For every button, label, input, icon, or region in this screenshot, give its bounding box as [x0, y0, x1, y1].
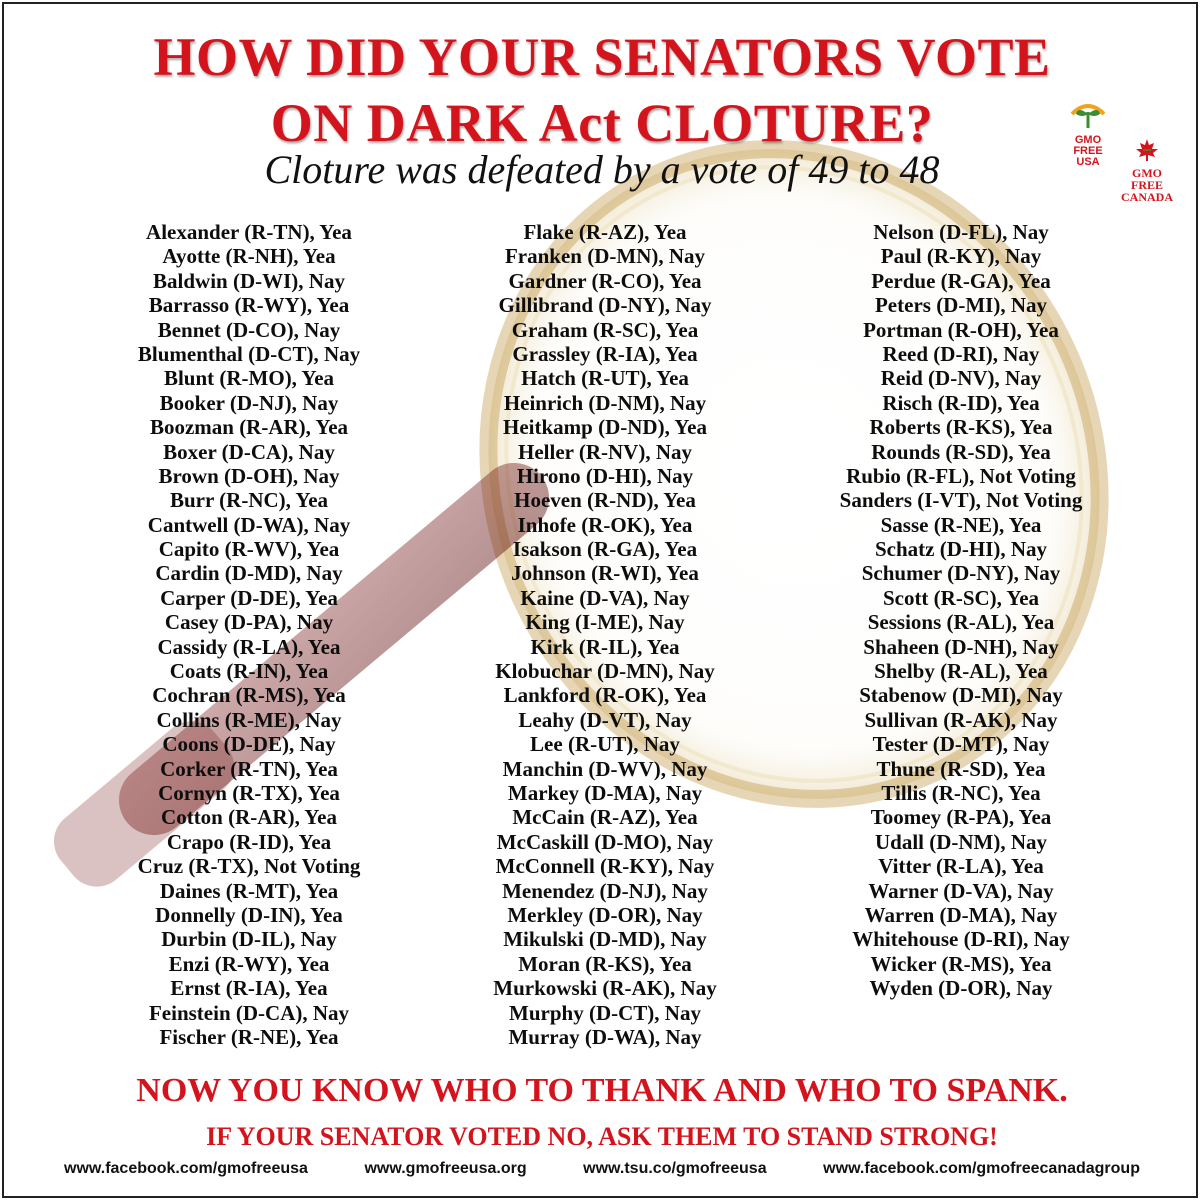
logo-usa-text-2: FREE	[1073, 145, 1103, 157]
senator-vote-entry: Inhofe (R-OK), Yea	[517, 512, 693, 537]
senator-vote-entry: Baldwin (D-WI), Nay	[153, 268, 345, 293]
footer-links	[64, 1160, 1140, 1178]
senator-vote-entry: Murphy (D-CT), Nay	[509, 1000, 701, 1025]
gmo-free-canada-logo	[1108, 138, 1186, 203]
page-title-line-2: ON DARK Act CLOTURE?	[270, 93, 934, 153]
senator-vote-entry: Boxer (D-CA), Nay	[163, 439, 335, 464]
senator-vote-entry: McCain (R-AZ), Yea	[512, 805, 698, 830]
link-facebook-gmofreecanadagroup[interactable]: www.facebook.com/gmofreecanadagroup	[823, 1160, 1140, 1177]
senator-vote-entry: Feinstein (D-CA), Nay	[148, 1000, 350, 1025]
page-title-line-1: HOW DID YOUR SENATORS VOTE	[153, 27, 1051, 87]
senator-vote-entry: Heinrich (D-NM), Nay	[503, 390, 707, 415]
senator-vote-entry: Warren (D-MA), Nay	[864, 902, 1058, 927]
senator-vote-entry: Leahy (D-VT), Nay	[518, 707, 692, 732]
senator-vote-entry: Cochran (R-MS), Yea	[152, 683, 346, 708]
senator-vote-entry: Sullivan (R-AK), Nay	[864, 707, 1058, 732]
senator-vote-entry: Durbin (D-IL), Nay	[161, 927, 337, 952]
senator-vote-entry: Roberts (R-KS), Yea	[869, 415, 1053, 440]
senator-vote-entry: Reid (D-NV), Nay	[880, 366, 1042, 391]
senator-vote-entry: Johnson (R-WI), Yea	[511, 561, 699, 586]
senator-vote-entry: Mikulski (D-MD), Nay	[503, 927, 707, 952]
senator-vote-entry: Hirono (D-HI), Nay	[516, 463, 694, 488]
senator-vote-entry: Crapo (R-ID), Yea	[166, 829, 332, 854]
senator-vote-entry: Manchin (D-WV), Nay	[502, 756, 708, 781]
senator-vote-entry: Booker (D-NJ), Nay	[159, 390, 339, 415]
logo-canada-text-1: GMO	[1132, 166, 1162, 180]
senator-vote-entry: Perdue (R-GA), Yea	[871, 268, 1051, 293]
senator-vote-entry: Gardner (R-CO), Yea	[508, 268, 702, 293]
logo-usa-text-3: USA	[1076, 156, 1100, 168]
senator-vote-entry: Cantwell (D-WA), Nay	[147, 512, 351, 537]
senator-vote-entry: Thune (R-SD), Yea	[876, 756, 1046, 781]
senator-vote-entry: Casey (D-PA), Nay	[164, 610, 334, 635]
senator-vote-entry: Lee (R-UT), Nay	[530, 732, 680, 757]
senator-vote-entry: Burr (R-NC), Yea	[169, 488, 329, 513]
footer-headline: NOW YOU KNOW WHO TO THANK AND WHO TO SPANK.	[136, 1072, 1068, 1109]
senator-vote-entry: Sanders (I-VT), Not Voting	[839, 488, 1083, 513]
logo-canada-text-3: CANADA	[1121, 190, 1173, 204]
senator-vote-entry: Paul (R-KY), Nay	[880, 244, 1042, 269]
senator-vote-entry: Donnelly (D-IN), Yea	[155, 902, 343, 927]
senator-vote-entry: Schatz (D-HI), Nay	[874, 537, 1048, 562]
senator-vote-entry: Nelson (D-FL), Nay	[873, 220, 1049, 244]
vote-list-column-1	[59, 220, 439, 1049]
senator-vote-entry: Tillis (R-NC), Yea	[881, 780, 1041, 805]
senator-vote-entry: Murray (D-WA), Nay	[508, 1024, 702, 1049]
senator-vote-entry: Ernst (R-IA), Yea	[170, 976, 328, 1001]
senator-vote-entry: Shelby (R-AL), Yea	[874, 659, 1048, 684]
senator-vote-entry: Barrasso (R-WY), Yea	[148, 293, 350, 318]
senator-vote-entry: Ayotte (R-NH), Yea	[162, 244, 336, 269]
senator-vote-entry: Grassley (R-IA), Yea	[512, 341, 698, 366]
senator-vote-entry: Stabenow (D-MI), Nay	[859, 683, 1063, 708]
senator-vote-entry: Bennet (D-CO), Nay	[157, 317, 341, 342]
senator-vote-entry: Toomey (R-PA), Yea	[870, 805, 1052, 830]
senator-vote-entry: Heller (R-NV), Nay	[518, 439, 692, 464]
senator-vote-entry: Wicker (R-MS), Yea	[870, 951, 1052, 976]
senator-vote-entry: Hoeven (R-ND), Yea	[514, 488, 696, 513]
senator-vote-entry: Rounds (R-SD), Yea	[871, 439, 1051, 464]
senator-vote-entry: Warner (D-VA), Nay	[868, 878, 1054, 903]
senator-vote-entry: Reed (D-RI), Nay	[882, 341, 1040, 366]
senator-vote-entry: Tester (D-MT), Nay	[872, 732, 1050, 757]
senator-vote-entry: Murkowski (R-AK), Nay	[493, 976, 717, 1001]
senator-vote-entry: Enzi (R-WY), Yea	[168, 951, 330, 976]
senator-vote-entry: Gillibrand (D-NY), Nay	[498, 293, 712, 318]
senator-vote-entry: Peters (D-MI), Nay	[874, 293, 1047, 318]
senator-vote-entry: Daines (R-MT), Yea	[159, 878, 339, 903]
senator-vote-entry: Cotton (R-AR), Yea	[161, 805, 337, 830]
senator-vote-entry: Risch (R-ID), Yea	[882, 390, 1040, 415]
senator-vote-entry: Blumenthal (D-CT), Nay	[137, 341, 361, 366]
senator-vote-entry: Moran (R-KS), Yea	[518, 951, 692, 976]
senator-vote-entry: Heitkamp (D-ND), Yea	[503, 415, 707, 440]
senator-vote-entry: Markey (D-MA), Nay	[507, 780, 703, 805]
senator-vote-entry: Cruz (R-TX), Not Voting	[137, 854, 361, 879]
senator-vote-entry: Coons (D-DE), Nay	[162, 732, 336, 757]
poster	[2, 2, 1198, 1198]
senator-vote-entry: Kirk (R-IL), Yea	[530, 634, 680, 659]
senator-vote-entry: Isakson (R-GA), Yea	[512, 537, 698, 562]
senator-vote-entry: Klobuchar (D-MN), Nay	[495, 659, 715, 684]
link-tsu-gmofreeusa[interactable]: www.tsu.co/gmofreeusa	[583, 1160, 767, 1177]
senator-vote-entry: Hatch (R-UT), Yea	[521, 366, 689, 391]
senator-vote-entry: Sessions (R-AL), Yea	[867, 610, 1055, 635]
senator-vote-entry: Scott (R-SC), Yea	[882, 585, 1040, 610]
senator-vote-entry: Kaine (D-VA), Nay	[520, 585, 690, 610]
senator-vote-entry: Udall (D-NM), Nay	[874, 829, 1048, 854]
senator-vote-entry: Coats (R-IN), Yea	[169, 659, 329, 684]
senator-vote-entry: King (I-ME), Nay	[525, 610, 685, 635]
senator-vote-entry: Flake (R-AZ), Yea	[523, 220, 687, 244]
senator-vote-entry: Schumer (D-NY), Nay	[861, 561, 1061, 586]
logo-canada-text-2: FREE	[1130, 178, 1163, 192]
senator-vote-entry: McCaskill (D-MO), Nay	[496, 829, 714, 854]
senator-vote-entry: Rubio (R-FL), Not Voting	[846, 463, 1076, 488]
senator-vote-entry: Franken (D-MN), Nay	[504, 244, 706, 269]
senator-vote-entry: Vitter (R-LA), Yea	[878, 854, 1044, 879]
senator-vote-entry: Menendez (D-NJ), Nay	[502, 878, 708, 903]
senator-vote-entry: Portman (R-OH), Yea	[863, 317, 1059, 342]
senator-vote-entry: Wyden (D-OR), Nay	[869, 976, 1053, 1001]
senator-vote-entry: Lankford (R-OK), Yea	[503, 683, 707, 708]
sprout-icon	[1068, 96, 1108, 130]
senator-vote-entry: Shaheen (D-NH), Nay	[863, 634, 1059, 659]
link-gmofreeusa-org[interactable]: www.gmofreeusa.org	[364, 1160, 527, 1177]
senator-vote-entry: Brown (D-OH), Nay	[158, 463, 340, 488]
link-facebook-gmofreeusa[interactable]: www.facebook.com/gmofreeusa	[64, 1160, 308, 1177]
footer-call-to-action: IF YOUR SENATOR VOTED NO, ASK THEM TO STAND STRONG!	[206, 1122, 998, 1151]
senator-vote-entry: McConnell (R-KY), Nay	[495, 854, 715, 879]
senator-vote-entry: Cardin (D-MD), Nay	[155, 561, 343, 586]
vote-list-column-2	[415, 220, 795, 1049]
senator-vote-entry: Corker (R-TN), Yea	[160, 756, 338, 781]
senator-vote-entry: Cassidy (R-LA), Yea	[157, 634, 341, 659]
vote-list-column-3	[771, 220, 1151, 1001]
logo-usa-text-1: GMO	[1074, 134, 1102, 146]
maple-leaf-icon	[1133, 138, 1161, 162]
senator-vote-entry: Cornyn (R-TX), Yea	[158, 780, 340, 805]
senator-vote-entry: Collins (R-ME), Nay	[156, 707, 342, 732]
senator-vote-entry: Blunt (R-MO), Yea	[163, 366, 335, 391]
senator-vote-entry: Boozman (R-AR), Yea	[149, 415, 349, 440]
senator-vote-entry: Carper (D-DE), Yea	[160, 585, 338, 610]
senator-vote-entry: Whitehouse (D-RI), Nay	[852, 927, 1070, 952]
senator-vote-entry: Sasse (R-NE), Yea	[880, 512, 1042, 537]
senator-vote-entry: Graham (R-SC), Yea	[511, 317, 699, 342]
subtitle: Cloture was defeated by a vote of 49 to 48	[264, 147, 940, 192]
senator-vote-entry: Merkley (D-OR), Nay	[507, 902, 703, 927]
senator-vote-entry: Capito (R-WV), Yea	[158, 537, 340, 562]
senator-vote-entry: Alexander (R-TN), Yea	[146, 220, 352, 244]
senator-vote-entry: Fischer (R-NE), Yea	[159, 1024, 339, 1049]
